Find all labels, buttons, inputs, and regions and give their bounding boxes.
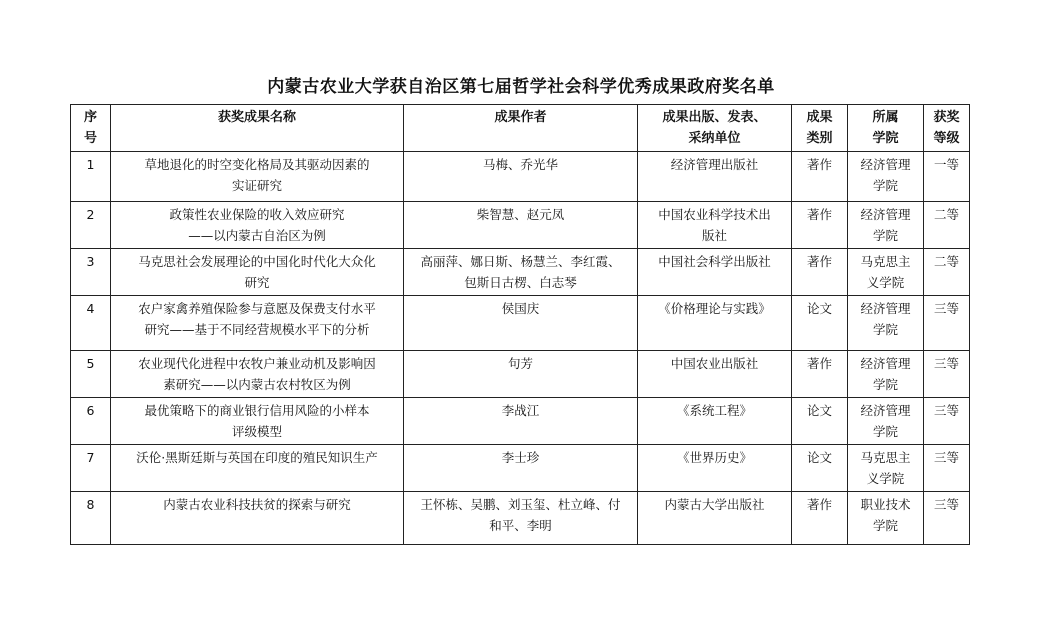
cell-category: 著作 bbox=[792, 351, 848, 398]
cell-level: 一等 bbox=[924, 152, 970, 202]
table-row bbox=[71, 296, 970, 351]
cell-name: 农户家禽养殖保险参与意愿及保费支付水平 研究——基于不同经营规模水平下的分析 bbox=[111, 296, 404, 351]
cell-name: 沃伦·黑斯廷斯与英国在印度的殖民知识生产 bbox=[111, 445, 404, 492]
cell-level: 三等 bbox=[924, 398, 970, 445]
cell-seq: 8 bbox=[71, 492, 111, 545]
cell-publisher: 经济管理出版社 bbox=[638, 152, 792, 202]
cell-college: 经济管理 学院 bbox=[848, 296, 924, 351]
awards-table bbox=[70, 104, 970, 545]
cell-college: 马克思主 义学院 bbox=[848, 445, 924, 492]
cell-publisher: 中国农业科学技术出 版社 bbox=[638, 202, 792, 249]
cell-author: 句芳 bbox=[404, 351, 638, 398]
header-name: 获奖成果名称 bbox=[111, 105, 404, 152]
cell-college: 职业技术 学院 bbox=[848, 492, 924, 545]
cell-seq: 6 bbox=[71, 398, 111, 445]
header-level: 获奖 等级 bbox=[924, 105, 970, 152]
header-publisher: 成果出版、发表、 采纳单位 bbox=[638, 105, 792, 152]
header-author: 成果作者 bbox=[404, 105, 638, 152]
cell-college: 经济管理 学院 bbox=[848, 398, 924, 445]
cell-seq: 3 bbox=[71, 249, 111, 296]
cell-author: 侯国庆 bbox=[404, 296, 638, 351]
cell-name: 内蒙古农业科技扶贫的探索与研究 bbox=[111, 492, 404, 545]
cell-author: 李战江 bbox=[404, 398, 638, 445]
table-row bbox=[71, 492, 970, 545]
cell-author: 柴智慧、赵元凤 bbox=[404, 202, 638, 249]
cell-college: 经济管理 学院 bbox=[848, 152, 924, 202]
cell-publisher: 内蒙古大学出版社 bbox=[638, 492, 792, 545]
cell-category: 著作 bbox=[792, 249, 848, 296]
header-seq: 序 号 bbox=[71, 105, 111, 152]
cell-author: 王怀栋、吴鹏、刘玉玺、杜立峰、付 和平、李明 bbox=[404, 492, 638, 545]
table-row bbox=[71, 202, 970, 249]
cell-name: 草地退化的时空变化格局及其驱动因素的 实证研究 bbox=[111, 152, 404, 202]
cell-college: 经济管理 学院 bbox=[848, 202, 924, 249]
cell-level: 二等 bbox=[924, 249, 970, 296]
cell-seq: 2 bbox=[71, 202, 111, 249]
cell-author: 马梅、乔光华 bbox=[404, 152, 638, 202]
cell-seq: 5 bbox=[71, 351, 111, 398]
cell-category: 著作 bbox=[792, 152, 848, 202]
table-row bbox=[71, 249, 970, 296]
header-category: 成果 类别 bbox=[792, 105, 848, 152]
cell-name: 政策性农业保险的收入效应研究 ——以内蒙古自治区为例 bbox=[111, 202, 404, 249]
table-row bbox=[71, 398, 970, 445]
table-row bbox=[71, 445, 970, 492]
cell-category: 论文 bbox=[792, 445, 848, 492]
cell-author: 高丽萍、娜日斯、杨慧兰、李红霞、 包斯日古楞、白志琴 bbox=[404, 249, 638, 296]
cell-category: 著作 bbox=[792, 202, 848, 249]
cell-category: 著作 bbox=[792, 492, 848, 545]
header-college: 所属 学院 bbox=[848, 105, 924, 152]
cell-college: 经济管理 学院 bbox=[848, 351, 924, 398]
cell-publisher: 《系统工程》 bbox=[638, 398, 792, 445]
cell-level: 二等 bbox=[924, 202, 970, 249]
cell-author: 李士珍 bbox=[404, 445, 638, 492]
cell-publisher: 中国农业出版社 bbox=[638, 351, 792, 398]
cell-college: 马克思主 义学院 bbox=[848, 249, 924, 296]
table-row bbox=[71, 152, 970, 202]
cell-category: 论文 bbox=[792, 398, 848, 445]
cell-level: 三等 bbox=[924, 351, 970, 398]
cell-name: 最优策略下的商业银行信用风险的小样本 评级模型 bbox=[111, 398, 404, 445]
cell-category: 论文 bbox=[792, 296, 848, 351]
cell-publisher: 中国社会科学出版社 bbox=[638, 249, 792, 296]
cell-seq: 1 bbox=[71, 152, 111, 202]
cell-level: 三等 bbox=[924, 445, 970, 492]
cell-seq: 7 bbox=[71, 445, 111, 492]
cell-publisher: 《价格理论与实践》 bbox=[638, 296, 792, 351]
table-header-row bbox=[71, 105, 970, 152]
cell-level: 三等 bbox=[924, 296, 970, 351]
table-row bbox=[71, 351, 970, 398]
cell-level: 三等 bbox=[924, 492, 970, 545]
cell-name: 马克思社会发展理论的中国化时代化大众化 研究 bbox=[111, 249, 404, 296]
cell-name: 农业现代化进程中农牧户兼业动机及影响因 素研究——以内蒙古农村牧区为例 bbox=[111, 351, 404, 398]
document-title: 内蒙古农业大学获自治区第七届哲学社会科学优秀成果政府奖名单 bbox=[267, 77, 775, 97]
cell-seq: 4 bbox=[71, 296, 111, 351]
cell-publisher: 《世界历史》 bbox=[638, 445, 792, 492]
